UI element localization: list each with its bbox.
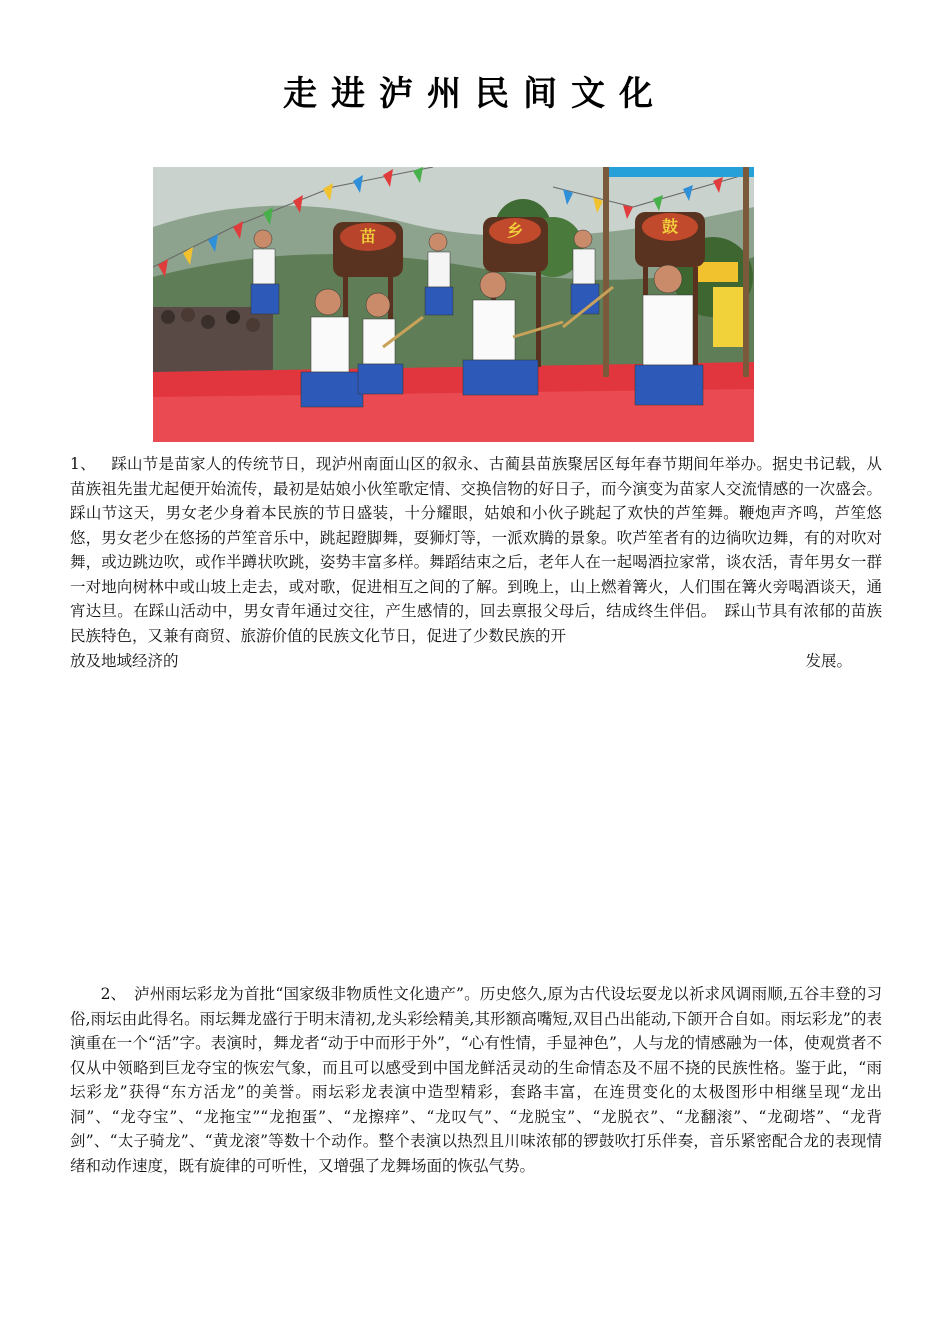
drum-label: 苗: [359, 227, 377, 246]
drum-label: 鼓: [661, 217, 679, 236]
page-title: 走进泸州民间文化: [283, 74, 667, 114]
section-number: 1、: [70, 455, 96, 473]
section-text-end: 放及地域经济的: [70, 652, 179, 670]
section-text-tail: 发展。: [805, 652, 852, 670]
section-1: [70, 452, 882, 648]
drum-label: 乡: [506, 221, 524, 240]
section-number: 2、: [100, 985, 126, 1003]
section-2: [70, 982, 882, 1178]
section-1-last-line: [70, 649, 882, 674]
section-text: 泸州雨坛彩龙为首批“国家级非物质性文化遗产”。历史悠久,原为古代设坛耍龙以祈求风调雨顺,五谷丰登的习俗,雨坛由此得名。雨坛舞龙盛行于明末清初,龙头彩绘精美,其形额高嘴短,双目凸出能动,下颌开合自如。雨坛彩龙”的表演重在一个“活”字。表演时，舞龙者“动于中而形于外”，“心有性情，手显神色”，人与龙的情感融为一体，使观赏者不仅从中领略到巨龙夺宝的恢宏气象，而且可以感受到中国龙鲜活灵动的生命情态及不屈不挠的民族性格。鉴于此，“雨坛彩龙”获得“东方活龙”的美誉。雨坛彩龙表演中造型精彩，套路丰富，在连贯变化的太极图形中相继呈现“龙出洞”、“龙夺宝”、“龙拖宝”“龙抱蛋”、“龙擦痒”、“龙叹气”、“龙脱宝”、“龙脱衣”、“龙翻滚”、“龙砌塔”、“龙背剑”、“太子骑龙”、“黄龙滚”等数十个动作。整个表演以热烈且川味浓郁的锣鼓吹打乐伴奏，音乐紧密配合龙的表现情绪和动作速度，既有旋律的可听性，又增强了龙舞场面的恢弘气势。: [70, 985, 883, 1175]
section-text: 踩山节是苗家人的传统节日，现泸州南面山区的叙永、古蔺县苗族聚居区每年春节期间年举办。据史书记载，从苗族祖先蚩尤起便开始流传，最初是姑娘小伙笙歌定情、交换信物的好日子，而今演变为苗家人交流情感的一次盛会。踩山节这天，男女老少身着本民族的节日盛装，十分耀眼，姑娘和小伙子跳起了欢快的芦笙舞。鞭炮声齐鸣，芦笙悠悠，男女老少在悠扬的芦笙音乐中，跳起蹬脚舞，耍狮灯等，一派欢腾的景象。吹芦笙者有的边徜吹边舞，有的对吹对舞，或边跳边吹，或作半蹲状吹跳，姿势丰富多样。舞蹈结束之后，老年人在一起喝酒拉家常，谈农活，青年男女一群一对地向树林中或山坡上走去，或对歌，促进相互之间的了解。到晚上，山上燃着篝火，人们围在篝火旁喝酒谈天，通宵达旦。在踩山活动中，男女青年通过交往，产生感情的，回去禀报父母后，结成终生伴侣。 踩山节具有浓郁的苗族民族特色，又兼有商贸、旅游价值的民族文化节日，促进了少数民族的开: [70, 455, 882, 645]
festival-photo: [153, 167, 754, 442]
